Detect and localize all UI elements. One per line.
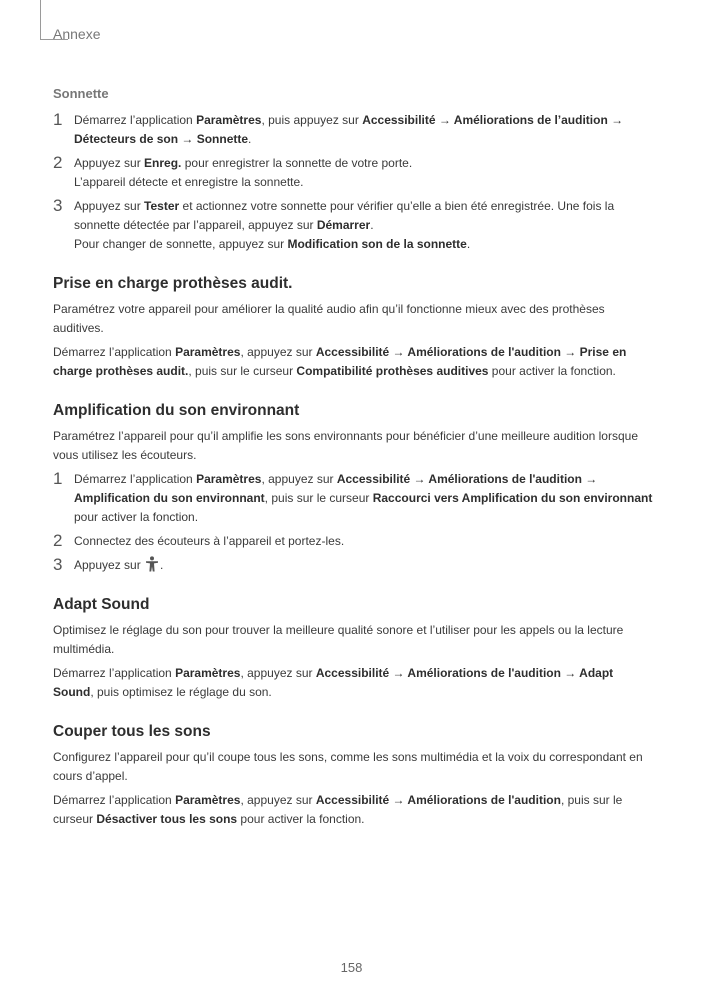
step-text: Appuyez sur Enreg. pour enregistrer la sonnette de votre porte. — [74, 156, 413, 170]
section-title-adapt-sound: Adapt Sound — [53, 596, 150, 613]
step-number: 2 — [53, 531, 63, 550]
step-number: 3 — [53, 196, 63, 215]
page-content — [53, 84, 653, 834]
step-number: 3 — [53, 555, 63, 574]
step-text: Appuyez sur . — [74, 558, 164, 572]
amplification-step-3 — [53, 556, 653, 575]
page-number: 158 — [340, 960, 363, 975]
header-title: Annexe — [53, 26, 101, 42]
protheses-intro: Paramétrez votre appareil pour améliorer la qualité audio afin qu’il fonctionne mieux avec des prothèses auditives. — [53, 302, 605, 335]
section-title-protheses: Prise en charge prothèses audit. — [53, 275, 293, 292]
section-title-couper-sons: Couper tous les sons — [53, 723, 211, 740]
amplification-step-1 — [53, 470, 653, 527]
step-number: 1 — [53, 469, 63, 488]
sonnette-step-3 — [53, 197, 653, 254]
sonnette-step-1 — [53, 111, 653, 149]
step-note: L’appareil détecte et enregistre la sonnette. — [74, 175, 304, 189]
adapt-sound-intro: Optimisez le réglage du son pour trouver la meilleure qualité sonore et l’utiliser pour les appels ou la lecture multimédia. — [53, 623, 624, 656]
sonnette-label: Sonnette — [53, 86, 109, 101]
step-text: Démarrez l’application Paramètres, puis appuyez sur Accessibilité → Améliorations de l’audition → Détecteurs de son → Sonnette. — [74, 113, 624, 146]
protheses-instructions: Démarrez l’application Paramètres, appuyez sur Accessibilité → Améliorations de l'audition → Prise en charge prothèses audit., puis sur le curseur Compatibilité prothèses auditives pour activer la fonction. — [53, 345, 627, 378]
step-text: Démarrez l’application Paramètres, appuyez sur Accessibilité → Améliorations de l'audition → Amplification du son environnant, puis sur le curseur Raccourci vers Amplification du son environnant pour activer la fonction. — [74, 472, 653, 524]
couper-sons-instructions: Démarrez l’application Paramètres, appuyez sur Accessibilité → Améliorations de l'audition, puis sur le curseur Désactiver tous les sons pour activer la fonction. — [53, 793, 623, 826]
step-text: Appuyez sur Tester et actionnez votre sonnette pour vérifier qu’elle a bien été enregistrée. Une fois la sonnette détectée par l’appareil, appuyez sur Démarrer. — [74, 199, 615, 232]
sonnette-step-2 — [53, 154, 653, 192]
section-title-amplification: Amplification du son environnant — [53, 402, 300, 419]
header-rule-vertical — [40, 0, 41, 40]
step-number: 1 — [53, 110, 63, 129]
step-text: Connectez des écouteurs à l’appareil et portez-les. — [74, 534, 345, 548]
adapt-sound-instructions: Démarrez l’application Paramètres, appuyez sur Accessibilité → Améliorations de l'audition → Adapt Sound, puis optimisez le réglage du son. — [53, 666, 614, 699]
step-number: 2 — [53, 153, 63, 172]
step-note: Pour changer de sonnette, appuyez sur Modification son de la sonnette. — [74, 237, 471, 251]
accessibility-person-icon — [145, 556, 159, 572]
amplification-step-2 — [53, 532, 653, 551]
couper-sons-intro: Configurez l’appareil pour qu’il coupe tous les sons, comme les sons multimédia et la voix du correspondant en cours d’appel. — [53, 750, 643, 783]
amplification-intro: Paramétrez l’appareil pour qu’il amplifie les sons environnants pour bénéficier d’une meilleure audition lorsque vous utilisez les écouteurs. — [53, 429, 638, 462]
